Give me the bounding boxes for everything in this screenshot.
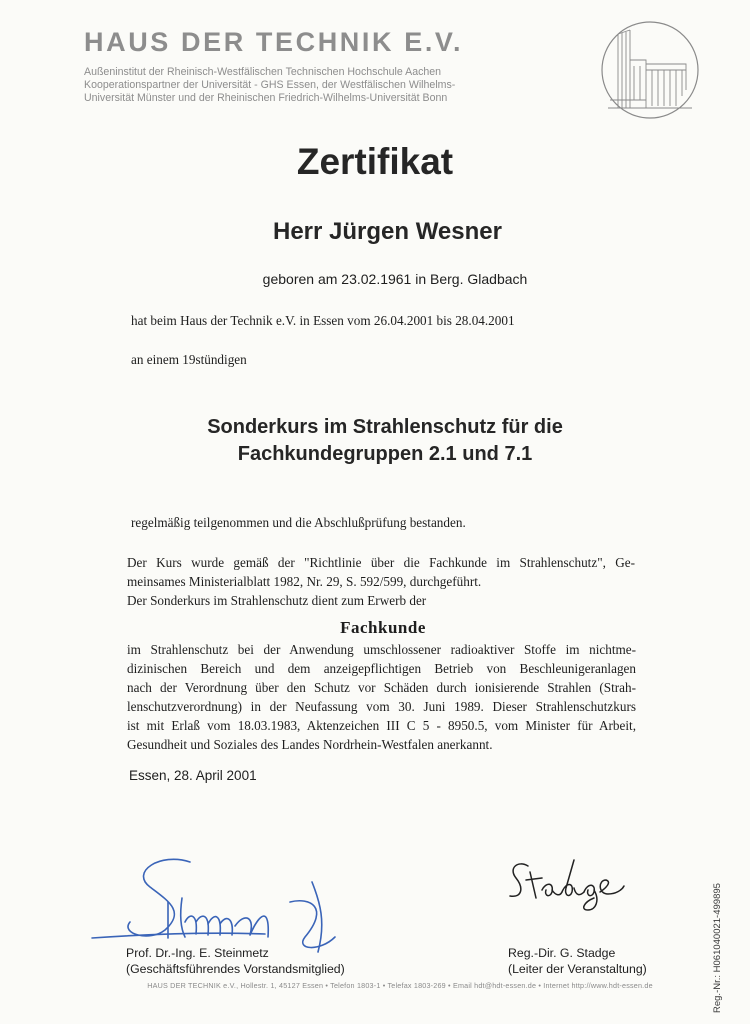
fachkunde-heading: Fachkunde [340, 618, 426, 637]
org-subline-2: Kooperationspartner der Universität - GHS Essen, der Westfälischen Wilhelms- [84, 79, 456, 91]
result-line: regelmäßig teilgenommen und die Abschlußprüfung bestanden. [131, 515, 466, 530]
signer-right-name: Reg.-Dir. G. Stadge [508, 946, 616, 960]
duration-line: an einem 19stündigen [131, 352, 247, 367]
org-name: HAUS DER TECHNIK E.V. [84, 27, 464, 57]
org-subline-1: Außeninstitut der Rheinisch-Westfälischen Technischen Hochschule Aachen [84, 66, 442, 78]
registration-number: Reg.-Nr.: H061040021-499895 [712, 883, 723, 1013]
paragraph-line: nach der Verordnung über den Schutz vor Schäden durch ionisierende Strahlen (Strah- [127, 680, 636, 695]
recipient-name: Herr Jürgen Wesner [273, 218, 502, 245]
signer-left-name: Prof. Dr.-Ing. E. Steinmetz [126, 946, 269, 960]
signer-left [126, 945, 345, 977]
org-subline-3: Universität Münster und der Rheinischen Friedrich-Wilhelms-Universität Bonn [84, 92, 448, 104]
paragraph-line: Gesundheit und Soziales des Landes Nordrhein-Westfalen anerkannt. [127, 737, 493, 752]
paragraph-line: Der Kurs wurde gemäß der "Richtlinie über die Fachkunde im Strahlenschutz", Ge- [127, 555, 635, 570]
signature-steinmetz [90, 842, 380, 962]
regulation-paragraph [127, 553, 635, 610]
paragraph-line: dizinischen Bereich und dem anzeigepflichtigen Betrieb von Beschleunigeranlagen [127, 661, 636, 676]
signature-stadge [500, 852, 660, 912]
course-title [0, 414, 750, 468]
scope-paragraph [127, 640, 636, 754]
place-date: Essen, 28. April 2001 [129, 768, 257, 783]
course-title-line-2: Fachkundegruppen 2.1 und 7.1 [237, 443, 533, 465]
course-title-line-1: Sonderkurs im Strahlenschutz für die [207, 416, 563, 438]
paragraph-line: lenschutzverordnung) in der Neufassung vom 30. Juni 1989. Dieser Strahlenschutzkurs [127, 699, 636, 714]
signer-left-role: (Geschäftsführendes Vorstandsmitglied) [126, 962, 345, 976]
paragraph-line: ist mit Erlaß vom 18.03.1983, Aktenzeichen III C 5 - 8950.5, vom Minister für Arbeit, [127, 718, 636, 733]
birth-line: geboren am 23.02.1961 in Berg. Gladbach [262, 271, 528, 287]
paragraph-line: meinsames Ministerialblatt 1982, Nr. 29, S. 592/599, durchgeführt. [127, 574, 482, 589]
paragraph-line: im Strahlenschutz bei der Anwendung umschlossener radioaktiver Stoffe im nichtme- [127, 642, 636, 657]
attendance-line: hat beim Haus der Technik e.V. in Essen vom 26.04.2001 bis 28.04.2001 [131, 313, 515, 328]
paragraph-line: Der Sonderkurs im Strahlenschutz dient zum Erwerb der [127, 593, 427, 608]
building-logo-icon [600, 20, 700, 120]
signer-right-role: (Leiter der Veranstaltung) [508, 962, 647, 976]
certificate-title: Zertifikat [296, 141, 454, 182]
signer-right [508, 945, 647, 977]
footer-address: HAUS DER TECHNIK e.V., Hollestr. 1, 45127 Essen • Telefon 1803-1 • Telefax 1803-269 • Email hdt@hdt-essen.de • Internet http://www.hdt-essen.de [147, 981, 653, 990]
